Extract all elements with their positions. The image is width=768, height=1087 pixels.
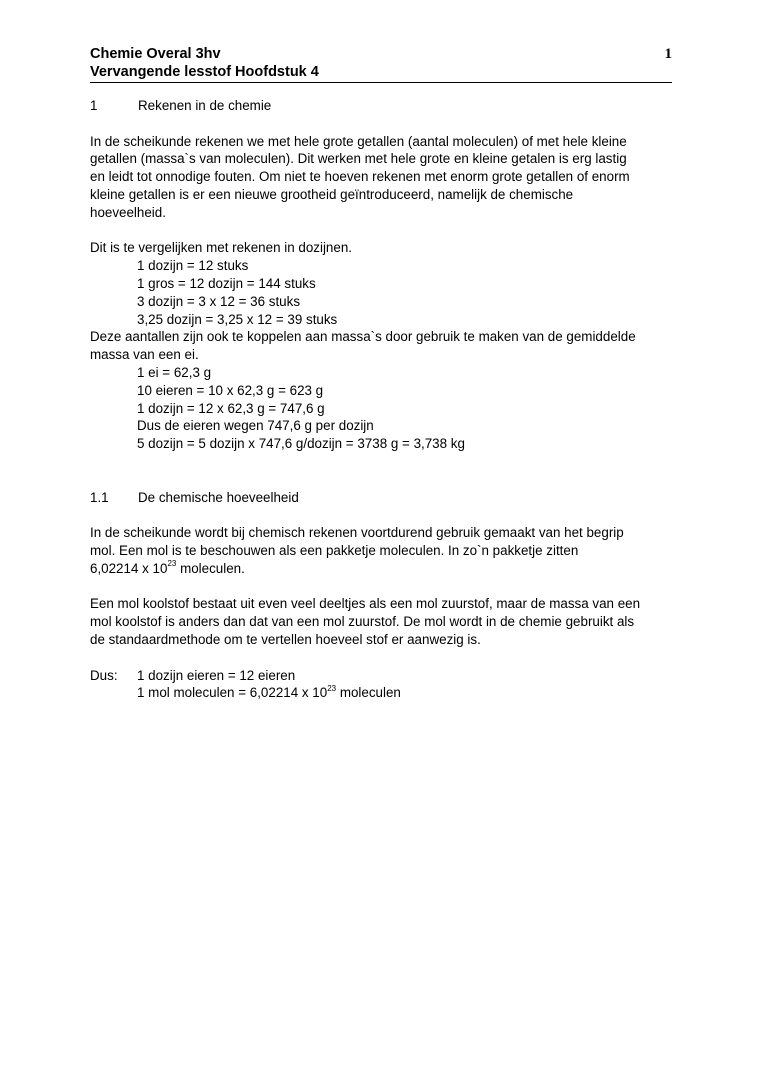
example-line: 3 dozijn = 3 x 12 = 36 stuks	[137, 293, 301, 309]
koolstof-paragraph	[90, 595, 690, 648]
mol-paragraph	[90, 524, 690, 577]
example-line: 5 dozijn = 5 dozijn x 747,6 g/dozijn = 3738 g = 3,738 kg	[137, 436, 465, 452]
page-header	[90, 45, 672, 83]
dus-label: Dus:	[90, 667, 118, 683]
mass-examples	[90, 364, 690, 453]
text-line: In de scheikunde wordt bij chemisch rekenen voortdurend gebruik gemaakt van het begrip	[90, 525, 624, 541]
page-number: 1	[664, 46, 672, 62]
text-line: getallen (massa`s van moleculen). Dit werken met hele grote en kleine getalen is erg lastig	[90, 151, 627, 167]
text-line: massa van een ei.	[90, 347, 199, 363]
example-line: 10 eieren = 10 x 62,3 g = 623 g	[137, 382, 324, 398]
text-line: 6,02214 x $10^{23}$ moleculen.	[90, 559, 245, 576]
dus-line: 1 mol moleculen = 6,02214 x $10^{23}$ moleculen	[137, 683, 401, 701]
section-title: De chemische hoeveelheid	[138, 489, 299, 505]
header-subtitle: Vervangende lesstof Hoofdstuk 4	[90, 64, 319, 80]
section-number: 1.1	[90, 489, 109, 505]
header-course-title: Chemie Overal 3hv	[90, 46, 221, 62]
section-1-heading	[90, 97, 690, 115]
text-line: mol koolstof is anders dan dat van een mol zuurstof. De mol wordt in de chemie gebruikt als	[90, 614, 635, 630]
text-line: de standaardmethode om te vertellen hoeveel stof er aanwezig is.	[90, 631, 481, 647]
text-line: Deze aantallen zijn ook te koppelen aan massa`s door gebruik te maken van de gemiddelde	[90, 329, 636, 345]
example-line: 3,25 dozijn = 3,25 x 12 = 39 stuks	[137, 311, 338, 327]
dus-block	[90, 667, 690, 703]
exponent: 23	[167, 559, 177, 569]
section-title: Rekenen in de chemie	[138, 98, 272, 113]
intro-paragraph	[90, 133, 690, 222]
text-line: mol. Een mol is te beschouwen als een pakketje moleculen. In zo`n pakketje zitten	[90, 542, 579, 558]
example-line: 1 gros = 12 dozijn = 144 stuks	[137, 275, 316, 291]
exponent: 23	[327, 683, 337, 693]
text-line: kleine getallen is er een nieuwe grootheid geïntroduceerd, namelijk de chemische	[90, 186, 574, 202]
example-line: 1 dozijn = 12 x 62,3 g = 747,6 g	[137, 400, 325, 416]
document-body	[90, 97, 690, 702]
compare-sentence: Dit is te vergelijken met rekenen in dozijnen.	[90, 240, 352, 256]
text-line: hoeveelheid.	[90, 204, 166, 220]
text-line: In de scheikunde rekenen we met hele grote getallen (aantal moleculen) of met hele kleine	[90, 133, 627, 149]
example-line: Dus de eieren wegen 747,6 g per dozijn	[137, 418, 374, 434]
section-number: 1	[90, 98, 98, 113]
example-line: 1 dozijn = 12 stuks	[137, 258, 249, 274]
example-line: 1 ei = 62,3 g	[137, 364, 212, 380]
section-1-1-heading	[90, 489, 690, 507]
dozen-examples	[90, 257, 690, 328]
dus-line: 1 dozijn eieren = 12 eieren	[137, 667, 296, 683]
text-line: en leidt tot onnodige fouten. Om niet te hoeven rekenen met enorm grote getallen of enorm	[90, 169, 630, 185]
text-line: Een mol koolstof bestaat uit even veel deeltjes als een mol zuurstof, maar de massa van een	[90, 596, 641, 612]
